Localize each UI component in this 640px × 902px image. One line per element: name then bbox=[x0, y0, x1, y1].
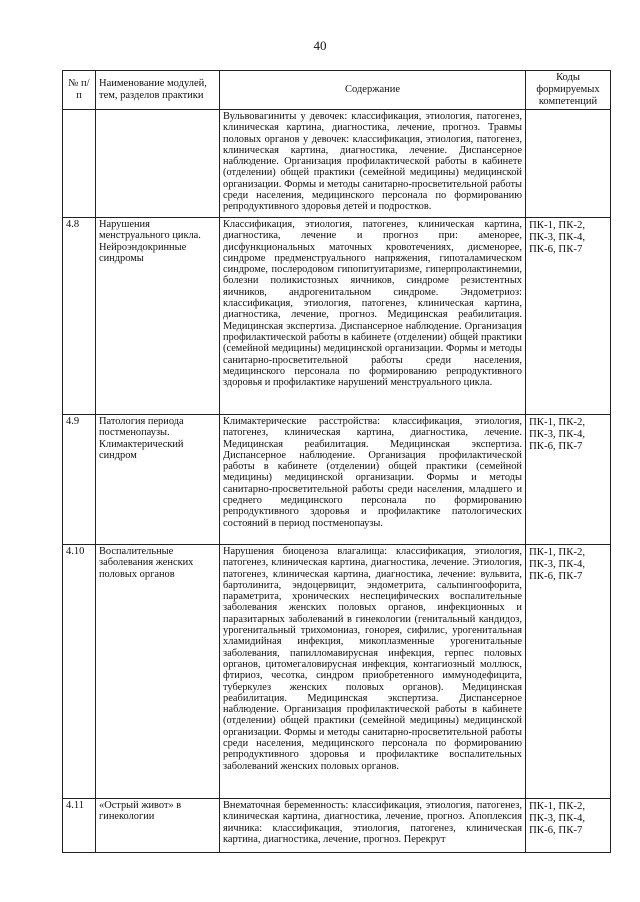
row-codes: ПК-1, ПК-2, ПК-3, ПК-4, ПК-6, ПК-7 bbox=[526, 218, 611, 415]
row-name: Воспалительные заболевания женских половых органов bbox=[96, 545, 220, 799]
header-codes: Коды формируемых компетенций bbox=[526, 71, 611, 110]
row-num: 4.9 bbox=[63, 415, 96, 545]
row-num: 4.10 bbox=[63, 545, 96, 799]
row-content: Нарушения биоценоза влагалища: классификация, этиология, патогенез, клиническая картина, диагностика, лечение. Этиология, патогенез, клиническая картина, диагностика, лечение: вульвита, бартолинита, эндоцервицит, эндометрита, сальпингоофорита, параметрита, хронических неспецифических воспалительные заболевания женских половых органов, инфекционных и паразитарных заболеваний в гинекологии (генитальный кандидоз, урогенитальный трихомониаз, гонорея, сифилис, урогенитальная хламидийная инфекция, микоплазменные урогенитальные заболевания, папилломавирусная инфекция, герпес половых органов, цитомегаловирусная инфекция, контагиозный моллюск, фтириоз, чесотка, синдром приобретенного иммунодефицита, туберкулез женских половых органов). Медицинская реабилитация. Медицинская экспертиза. Диспансерное наблюдение. Организация профилактической работы в кабинете (отделении) общей практики (семейной медицины) медицинской организации. Формы и методы санитарно-просветительной работы среди населения, медицинского персонала по формированию репродуктивного здоровья и профилактике воспалительных заболеваний женских половых органов. bbox=[220, 545, 526, 799]
table-header-row bbox=[63, 71, 611, 110]
header-content: Содержание bbox=[220, 71, 526, 110]
table-row bbox=[63, 110, 611, 218]
row-codes: ПК-1, ПК-2, ПК-3, ПК-4, ПК-6, ПК-7 bbox=[526, 799, 611, 853]
row-content: Внематочная беременность: классификация, этиология, патогенез, клиническая картина, диагностика, лечение, прогноз. Апоплексия яичника: классификация, этиология, патогенез, клиническая картина, диагностика, лечение, прогноз. Перекрут bbox=[220, 799, 526, 853]
curriculum-table bbox=[62, 70, 611, 853]
header-name: Наименование модулей, тем, разделов практики bbox=[96, 71, 220, 110]
row-num: 4.8 bbox=[63, 218, 96, 415]
row-content: Климактерические расстройства: классификация, этиология, патогенез, клиническая картина, диагностика, лечение. Медицинская реабилитация. Медицинская экспертиза. Диспансерное наблюдение. Организация профилактической работы в кабинете (отделении) общей практики (семейной медицины) медицинской организации. Формы и методы санитарно-просветительной работы среди населения, младшего и среднего медицинского персонала по формированию репродуктивного здоровья и профилактике патологических состояний в период постменопаузы. bbox=[220, 415, 526, 545]
row-codes: ПК-1, ПК-2, ПК-3, ПК-4, ПК-6, ПК-7 bbox=[526, 415, 611, 545]
row-num: 4.11 bbox=[63, 799, 96, 853]
row-content: Классификация, этиология, патогенез, клиническая картина, диагностика, лечение и прогноз при: аменорее, дисфункциональных маточных кровотечениях, дисменорее, синдроме предменструального напряжения, гипоталамическом синдроме, послеродовом гипопитуитаризме, гиперпролактинемии, болезни поликистозных яичников, синдроме резистентных яичников, андрогенитальном синдроме. Эндометриоз: классификация, этиология, патогенез, клиническая картина, диагностика, лечение, прогноз. Медицинская реабилитация. Медицинская экспертиза. Диспансерное наблюдение. Организация профилактической работы в кабинете (отделении) общей практики (семейной медицины) медицинской организации. Формы и методы санитарно-просветительной работы среди населения, медицинского персонала по формированию репродуктивного здоровья и профилактике нарушений менструального цикла. bbox=[220, 218, 526, 415]
row-codes bbox=[526, 110, 611, 218]
row-name: «Острый живот» в гинекологии bbox=[96, 799, 220, 853]
page-number: 40 bbox=[313, 38, 327, 53]
table-row bbox=[63, 218, 611, 415]
row-content: Вульвовагиниты у девочек: классификация, этиология, патогенез, клиническая картина, диагностика, лечение, прогноз. Травмы половых органов у девочек: классификация, этиология, патогенез, клиническая картина, диагностика, лечение. Диспансерное наблюдение. Организация профилактической работы в кабинете (отделении) общей практики (семейной медицины) медицинской организации. Формы и методы санитарно-просветительной работы среди населения, медицинского персонала по формированию репродуктивного здоровья детей и подростков. bbox=[220, 110, 526, 218]
row-codes: ПК-1, ПК-2, ПК-3, ПК-4, ПК-6, ПК-7 bbox=[526, 545, 611, 799]
row-num bbox=[63, 110, 96, 218]
table-row bbox=[63, 545, 611, 799]
row-name bbox=[96, 110, 220, 218]
header-num: № п/п bbox=[63, 71, 96, 110]
table-row bbox=[63, 415, 611, 545]
row-name: Патология периода постменопаузы. Климактерический синдром bbox=[96, 415, 220, 545]
table-row bbox=[63, 799, 611, 853]
row-name: Нарушения менструального цикла. Нейроэндокринные синдромы bbox=[96, 218, 220, 415]
